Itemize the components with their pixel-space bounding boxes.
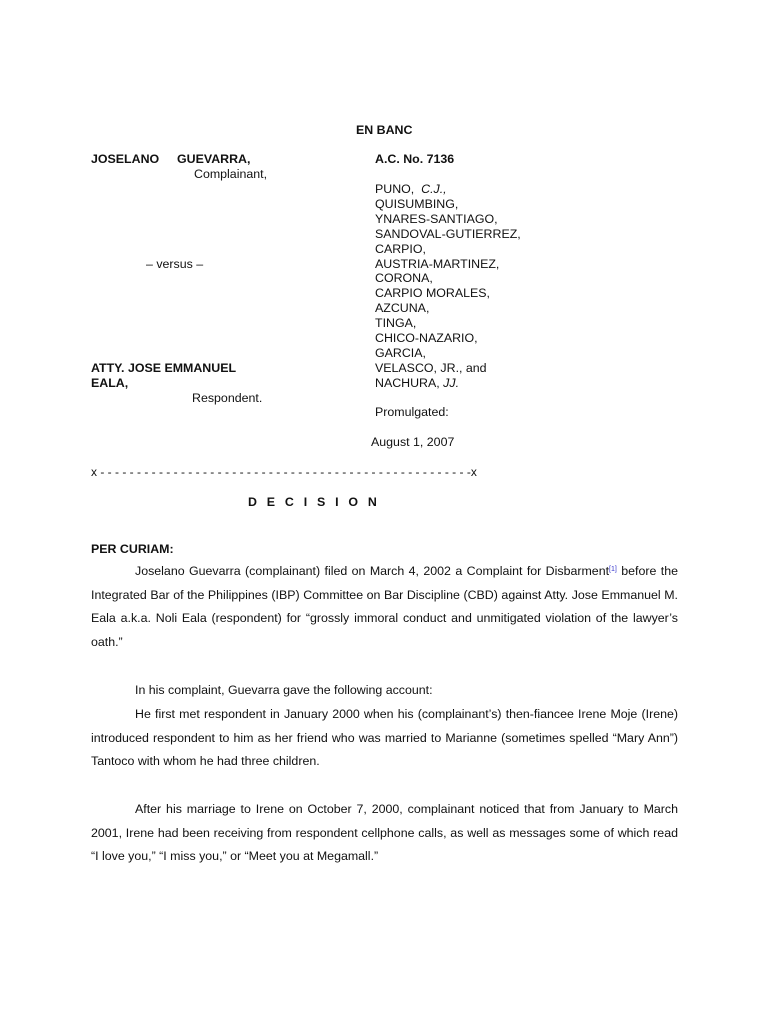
justice-entry: CORONA,: [375, 271, 433, 286]
complainant-last-name: GUEVARRA,: [177, 152, 251, 166]
respondent-role: Respondent.: [192, 391, 263, 405]
justice-entry: SANDOVAL-GUTIERREZ,: [375, 226, 521, 241]
justice-entry: AZCUNA,: [375, 301, 430, 316]
justice-entry: VELASCO, JR., and: [375, 360, 487, 375]
separator-line: x - - - - - - - - - - - - - - - - - - - - - - - - - - - - - - - - - - - - - - - - - - - - - - - - - - -x: [91, 465, 477, 479]
justice-entry: CHICO-NAZARIO,: [375, 331, 478, 346]
paragraph-2: In his complaint, Guevarra gave the following account:: [135, 683, 433, 697]
court-heading: EN BANC: [356, 123, 413, 137]
respondent-name-line2: EALA,: [91, 376, 129, 390]
complainant-role: Complainant,: [194, 167, 268, 181]
justice-entry: CARPIO,: [375, 241, 426, 256]
complainant-first-name: JOSELANO: [91, 152, 160, 166]
justices-list: [375, 182, 521, 391]
paragraph-3: He first met respondent in January 2000 when his (complainant’s) then-fiancee Irene Moje (Irene) introduced respondent to him as her friend who was married to Marianne (sometimes spelled “Mary Ann”) Tantoco with whom he had three children.: [91, 707, 678, 769]
justice-entry: TINGA,: [375, 316, 417, 331]
promulgated-date: August 1, 2007: [371, 435, 455, 449]
justice-entry: NACHURA, JJ.: [375, 375, 460, 390]
paragraph-4: After his marriage to Irene on October 7, 2000, complainant noticed that from January to March 2001, Irene had been receiving from respondent cellphone calls, as well as messages some of which read “I love you,” “I miss you,” or “Meet you at Megamall.”: [91, 802, 678, 864]
per-curiam-heading: PER CURIAM:: [91, 542, 174, 556]
justice-entry: CARPIO MORALES,: [375, 286, 490, 301]
justice-entry: PUNO, C.J.,: [375, 182, 447, 196]
respondent-name-line1: ATTY. JOSE EMMANUEL: [91, 361, 237, 375]
case-number: A.C. No. 7136: [375, 152, 455, 166]
justice-entry: GARCIA,: [375, 345, 426, 360]
decision-title: D E C I S I O N: [248, 495, 380, 509]
paragraph-1: Joselano Guevarra (complainant) filed on March 4, 2002 a Complaint for Disbarment[1] before the Integrated Bar of the Philippines (IBP) Committee on Bar Discipline (CBD) against Atty. Jose Emmanuel M. Eala a.k.a. Noli Eala (respondent) for “grossly immoral conduct and unmitigated violation of the lawyer’s oath.”: [91, 564, 679, 650]
justice-entry: YNARES-SANTIAGO,: [375, 211, 498, 226]
justice-entry: AUSTRIA-MARTINEZ,: [375, 256, 500, 271]
promulgated-label: Promulgated:: [375, 405, 449, 419]
footnote-link[interactable]: [1]: [609, 566, 617, 573]
versus-label: – versus –: [146, 257, 204, 271]
justice-entry: QUISUMBING,: [375, 196, 459, 211]
